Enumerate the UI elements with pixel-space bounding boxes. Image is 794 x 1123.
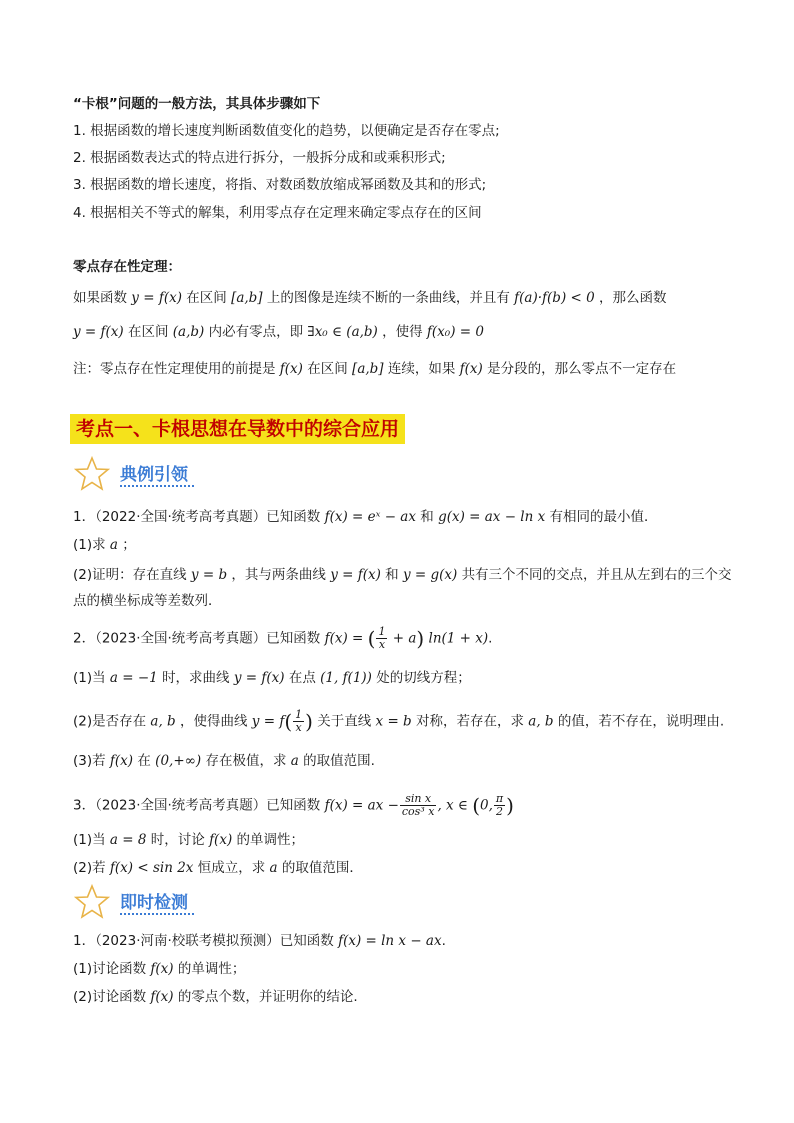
math: , x ∈ [437,797,468,814]
text: 和 [420,509,434,525]
text: 时，讨论 [150,832,205,848]
text: (1)当 [73,832,106,848]
q3-part-2 [73,858,363,878]
paren: ( [284,709,293,734]
theorem-line-2 [73,322,484,342]
fraction [494,793,505,818]
text: 恒成立，求 [197,860,266,876]
text: (2)若 [73,860,106,876]
text: 共有三个不同的交点，并且从左到右的三个交 [461,567,732,583]
math: g(x) = ax − ln x [438,509,546,525]
text: 在 [137,753,151,769]
math: f(x) = eˣ − ax [324,509,416,525]
math: + a [392,630,417,647]
star-icon [74,884,110,920]
text: 在区间 [307,361,348,377]
math: f(x) [459,361,483,377]
math: y = f [251,713,285,730]
text: (2)证明：存在直线 [73,567,187,583]
text: 1．（2023·河南·校联考模拟预测）已知函数 [73,933,334,949]
math: f(x) = ax − [324,797,399,814]
math: (a,b) [172,324,205,340]
paren: ) [305,709,313,734]
math: y = f(x) [233,670,285,686]
paren: ( [367,626,376,651]
theorem-line-1 [73,288,667,308]
math: f(a)·f(b) < 0 [514,290,595,306]
text: (1)讨论函数 [73,961,147,977]
text: 在点 [288,670,316,686]
math: x = b [375,713,412,730]
badge-examples-label: 典例引领 [120,465,188,485]
theorem-note [73,359,676,379]
text: ，使得曲线 [180,713,248,730]
math: y = f(x) [131,290,182,306]
text: . [488,630,493,647]
math: [a,b] [352,361,384,377]
q1-part-2 [73,565,732,585]
math: f(x₀) = 0 [426,324,484,340]
numerator: 1 [378,625,386,638]
math: a [109,537,118,553]
text: 的单调性； [177,961,246,977]
text: 2．（2023·全国·统考高考真题）已知函数 [73,630,321,647]
text: . [441,933,446,949]
fraction [293,709,304,734]
q3-part-1 [73,830,304,850]
math: [a,b] [231,290,263,306]
q3-head [73,793,514,818]
q1-part-2-cont: 点的横坐标成等差数列． [73,593,222,609]
text: ； [122,537,136,553]
math: a = 8 [109,832,147,848]
text: 关于直线 [317,713,372,730]
text: ，其与两条曲线 [231,567,326,583]
math: y = f(x) [73,324,124,340]
text: 是分段的，那么零点不一定存在 [487,361,677,377]
text: 3．（2023·全国·统考高考真题）已知函数 [73,797,321,814]
math: f(x) < sin 2x [109,860,194,876]
text: (2)讨论函数 [73,989,147,1005]
fraction [376,626,387,651]
method-title: “卡根”问题的一般方法，其具体步骤如下 [73,96,321,112]
text: 如果函数 [73,290,127,306]
q2-part-1 [73,668,471,688]
math: a [269,860,278,876]
math: f(x) [109,753,134,769]
text: 的值，若不存在，说明理由. [557,713,725,730]
q2-part-2 [73,709,724,734]
math: a, b [528,713,554,730]
math: y = b [190,567,228,583]
text: 注：零点存在性定理使用的前提是 [73,361,276,377]
star-icon [74,456,110,492]
q2-part-3 [73,751,375,771]
q4-head [73,931,446,951]
text: 的单调性； [236,832,305,848]
math: f(x) [150,961,174,977]
method-step-1: 1. 根据函数的增长速度判断函数值变化的趋势，以便确定是否存在零点; [73,123,500,139]
theorem-title: 零点存在性定理： [73,259,181,275]
denominator: x [378,638,386,651]
badge-underline [120,913,194,915]
text: ，那么函数 [599,290,667,306]
q2-head [73,626,492,651]
math: f(x) [279,361,303,377]
text: ，使得 [382,324,423,340]
text: (1)求 [73,537,106,553]
math: 0, [480,797,493,814]
math: a, b [150,713,176,730]
method-step-3: 3. 根据函数的增长速度，将指、对数函数放缩成幂函数及其和的形式; [73,177,487,193]
badge-underline [120,485,194,487]
denominator: x [295,721,302,734]
math: (0,+∞) [155,753,202,769]
paren: ) [506,793,514,818]
math: f(x) [150,989,174,1005]
text: (2)是否存在 [73,713,147,730]
text: 处的切线方程； [376,670,471,686]
text: 上的图像是连续不断的一条曲线，并且有 [266,290,510,306]
text: (3)若 [73,753,106,769]
denominator: cos³ x [401,805,435,818]
text: 的零点个数，并证明你的结论. [177,989,358,1005]
math: y = g(x) [402,567,458,583]
math: f(x) = [324,630,364,647]
text: 的取值范围. [303,753,375,769]
text: 在区间 [127,324,169,340]
math: y = f(x) [330,567,381,583]
math: ln(1 + x) [428,630,489,647]
text: 的取值范围． [281,860,363,876]
text: 在区间 [186,290,227,306]
q1-head [73,507,658,527]
math: f(x) [209,832,233,848]
numerator: 1 [295,708,303,721]
paren: ) [416,626,425,651]
text: 存在极值，求 [205,753,287,769]
text: 连续，如果 [387,361,456,377]
math: f(x) = ln x − ax [338,933,442,949]
math: ∃x₀ ∈ (a,b) [307,324,378,340]
math: a = −1 [109,670,158,686]
numerator: sin x [400,793,437,806]
text: 对称，若存在，求 [416,713,524,730]
q1-part-1 [73,535,136,555]
math: (1, f(1)) [320,670,372,686]
text: (1)当 [73,670,106,686]
math: a [290,753,299,769]
paren: ( [472,793,481,818]
q4-part-1 [73,959,245,979]
method-step-2: 2. 根据函数表达式的特点进行拆分，一般拆分成和或乘积形式; [73,150,446,166]
fraction [400,793,437,818]
method-step-4: 4. 根据相关不等式的解集，利用零点存在定理来确定零点存在的区间 [73,205,482,221]
text: 有相同的最小值． [549,509,658,525]
text: 1．（2022·全国·统考高考真题）已知函数 [73,509,321,525]
badge-practice-label: 即时检测 [120,893,188,913]
q4-part-2 [73,987,358,1007]
text: 和 [385,567,399,583]
text: 内必有零点，即 [208,324,304,340]
text: 时，求曲线 [162,670,230,686]
numerator: π [495,792,504,805]
denominator: 2 [496,805,504,818]
section-banner: 考点一、卡根思想在导数中的综合应用 [70,414,405,444]
